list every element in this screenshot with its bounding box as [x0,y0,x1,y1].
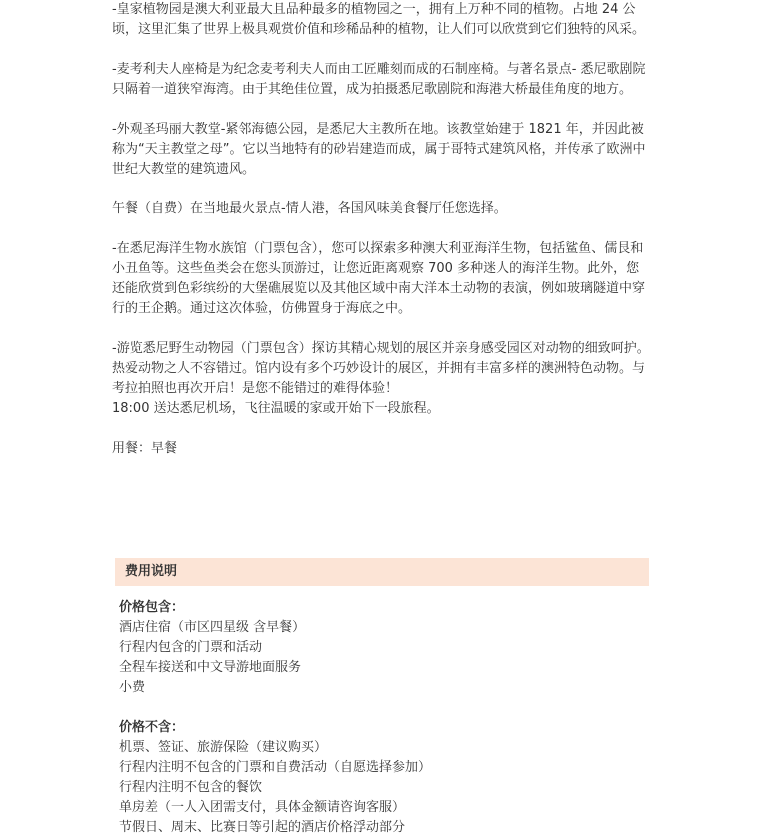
aquarium-paragraph: -在悉尼海洋生物水族馆（门票包含），您可以探索多种澳大利亚海洋生物，包括鲨鱼、儒艮和小丑鱼等。这些鱼类会在您头顶游过，让您近距离观察 700 多种迷人的海洋生物。此外，您还能欣赏到色彩缤纷的大堡礁展览以及其他区域中南大洋本土动物的表演，例如玻璃隧道中穿行的王企鹅。通过这次体验，仿佛置身于海底之中。 [112,241,646,316]
fee-section-header: 费用说明 [115,558,649,586]
spacer [112,180,652,199]
included-item: 小费 [119,680,146,695]
excluded-item: 机票、签证、旅游保险（建议购买） [119,740,328,755]
mrs-macquarie-chair-paragraph: -麦考利夫人座椅是为纪念麦考利夫人而由工匠雕刻而成的石制座椅。与著名景点- 悉尼歌剧院只隔着一道狭窄海湾。由于其绝佳位置，成为拍摄悉尼歌剧院和海港大桥最佳角度的地方。 [112,62,646,97]
spacer [112,40,652,60]
st-marys-cathedral-paragraph: -外观圣玛丽大教堂-紧邻海德公园，是悉尼大主教所在地。该教堂始建于 1821 年，并因此被称为“天主教堂之母”。它以当地特有的砂岩建造而成，属于哥特式建筑风格，并传承了欧洲中世纪大教堂的建筑遗风。 [112,122,646,177]
spacer [112,219,652,239]
meals-paragraph: 用餐：早餐 [112,441,178,456]
included-item: 全程车接送和中文导游地面服务 [119,660,302,675]
included-list [119,618,649,698]
excluded-title: 价格不含： [119,720,185,735]
excluded-item: 行程内注明不包含的餐饮 [119,780,263,795]
fee-section-body [115,598,649,838]
spacer [112,100,652,120]
excluded-item: 行程内注明不包含的门票和自费活动（自愿选择参加） [119,760,432,775]
lunch-paragraph: 午餐（自费）在当地最火景点-情人港，各国风味美食餐厅任您选择。 [112,201,507,216]
spacer [112,319,652,339]
itinerary-content [112,0,652,459]
included-title: 价格包含： [119,600,185,615]
excluded-list [119,738,649,838]
fee-section [115,558,649,838]
airport-transfer-paragraph: 18:00 送达悉尼机场，飞往温暖的家或开始下一段旅程。 [112,401,440,416]
wildlife-zoo-paragraph: -游览悉尼野生动物园（门票包含）探访其精心规划的展区并亲身感受园区对动物的细致呵护。热爱动物之人不容错过。馆内设有多个巧妙设计的展区，并拥有丰富多样的澳洲特色动物。与考拉拍照也再次开启！是您不能错过的难得体验！ [112,341,650,396]
spacer [119,698,649,718]
included-item: 行程内包含的门票和活动 [119,640,263,655]
included-item: 酒店住宿（市区四星级 含早餐） [119,620,306,635]
excluded-item: 节假日、周末、比赛日等引起的酒店价格浮动部分 [119,820,406,835]
botanic-garden-paragraph: -皇家植物园是澳大利亚最大且品种最多的植物园之一，拥有上万种不同的植物。占地 24 公顷，这里汇集了世界上极具观赏价值和珍稀品种的植物，让人们可以欣赏到它们独特的风采。 [112,2,646,37]
spacer [112,419,652,439]
excluded-item: 单房差（一人入团需支付，具体金额请咨询客服） [119,800,406,815]
